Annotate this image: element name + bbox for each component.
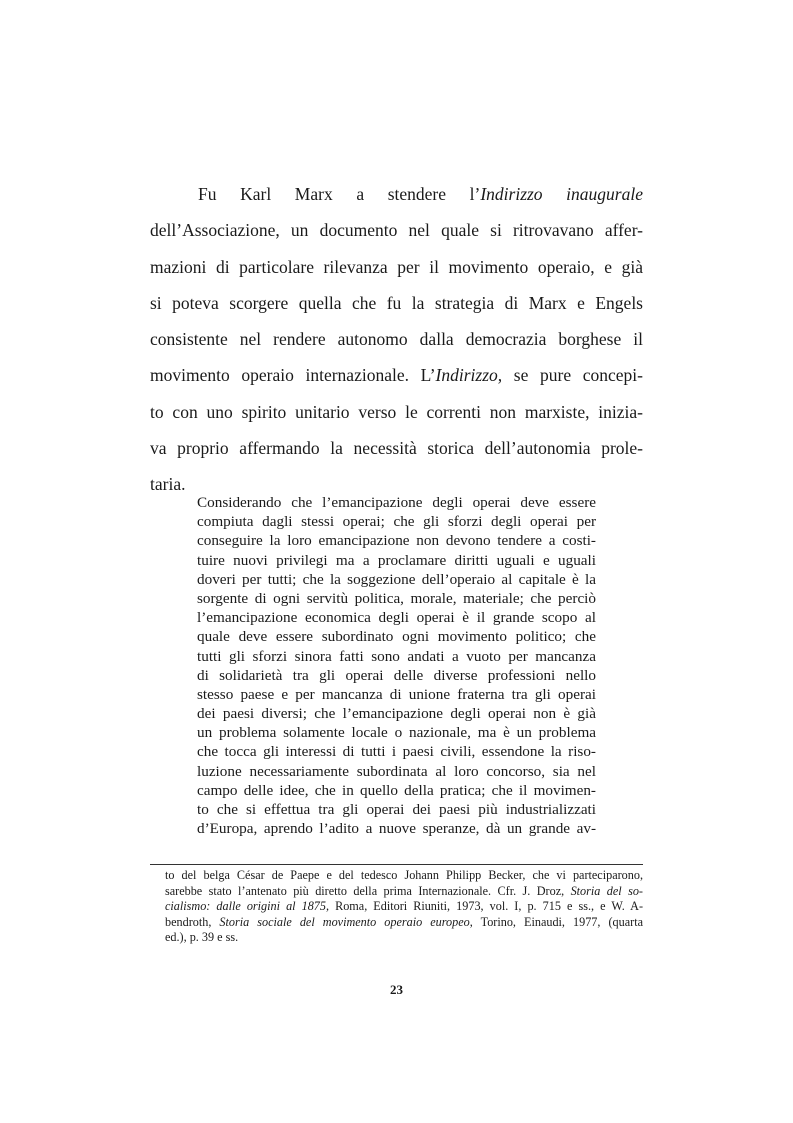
text-run: taria. (150, 474, 186, 495)
paragraph-line (150, 394, 643, 430)
text-run: se pure concepi- (502, 365, 643, 386)
footnote-line (165, 930, 643, 946)
text-run: , Torino, Einaudi, 1977, (quarta (469, 914, 643, 929)
paragraph-line (150, 176, 643, 212)
body-paragraph (150, 176, 643, 503)
italic-text: Storia del so- (570, 883, 643, 898)
paragraph-line (150, 430, 643, 466)
text-run: dell’Associazione, un documento nel quale si ritrovavano affer- (150, 220, 643, 241)
paragraph-line (150, 357, 643, 393)
quote-line: sorgente di ogni servitù politica, morale, materiale; che perciò (197, 589, 596, 607)
quote-line: to che si effettua tra gli operai dei paesi più industrializzati (197, 801, 596, 818)
italic-text: cialismo: dalle origini al 1875, (165, 899, 330, 914)
text-run: Fu Karl Marx a stendere l’ (198, 184, 481, 204)
quote-line: di solidarietà tra gli operai delle diverse professioni nello (197, 666, 596, 684)
italic-text: Storia sociale del movimento operaio europeo (219, 914, 470, 929)
quote-line: che tocca gli interessi di tutti i paesi civili, essendone la riso- (197, 743, 596, 761)
quote-line: quale deve essere subordinato ogni movimento politico; che (197, 628, 596, 646)
quote-line: Considerando che l’emancipazione degli operai deve essere (197, 494, 596, 511)
footnote-line (165, 884, 643, 900)
text-run: bendroth, (165, 914, 220, 929)
footnote-line (165, 868, 643, 884)
quote-line: compiuta dagli stessi operai; che gli sforzi degli operai per (197, 513, 596, 531)
text-run: si poteva scorgere quella che fu la strategia di Marx e Engels (150, 292, 643, 313)
quote-line: tutti gli sforzi sinora fatti sono andati a vuoto per mancanza (197, 647, 596, 665)
quote-line: tuire nuovi privilegi ma a proclamare diritti uguali e uguali (197, 551, 596, 569)
quote-line: dei paesi diversi; che l’emancipazione degli operai non è già (197, 705, 596, 723)
quote-line: l’emancipazione economica degli operai è il grande scopo al (197, 609, 596, 627)
text-run: movimento operaio internazionale. L’ (150, 365, 436, 386)
text-run: ed.), p. 39 e ss. (165, 930, 239, 945)
page-number: 23 (390, 982, 403, 997)
quote-line: conseguire la loro emancipazione non devono tendere a costi- (197, 532, 596, 550)
quote-line: un problema solamente locale o nazionale, ma è un problema (197, 724, 596, 742)
text-run: va proprio affermando la necessità storica dell’autonomia prole- (150, 438, 643, 459)
quote-line: stesso paese e per mancanza di unione fraterna tra gli operai (197, 685, 596, 703)
text-run: sarebbe stato l’antenato più diretto della prima Internazionale. Cfr. J. Droz, (165, 883, 571, 898)
italic-text: Indirizzo inaugurale (480, 184, 643, 204)
paragraph-line (150, 321, 643, 357)
footnote-line (165, 899, 643, 915)
footnote-line (165, 915, 643, 931)
quote-line: d’Europa, aprendo l’adito a nuove speranze, dà un grande av- (197, 820, 596, 838)
italic-text: Indirizzo, (435, 365, 503, 386)
text-run: to con uno spirito unitario verso le correnti non marxiste, inizia- (150, 401, 643, 422)
text-run: mazioni di particolare rilevanza per il movimento operaio, e già (150, 256, 643, 277)
text-run: Roma, Editori Riuniti, 1973, vol. I, p. 715 e ss., e W. A- (329, 899, 644, 914)
text-run: consistente nel rendere autonomo dalla democrazia borghese il (150, 329, 643, 350)
footnote-rule (150, 864, 643, 865)
quote-line: luzione necessariamente subordinata al loro concorso, sia nel (197, 762, 596, 780)
block-quote (197, 493, 596, 838)
paragraph-line (150, 249, 643, 285)
quote-line: campo delle idee, che in quello della pratica; che il movimen- (197, 781, 596, 799)
text-run: to del belga César de Paepe e del tedesco Johann Philipp Becker, che vi parteciparono, (165, 868, 643, 882)
quote-line: doveri per tutti; che la soggezione dell’operaio al capitale è la (197, 570, 596, 588)
paragraph-line (150, 285, 643, 321)
footnote (165, 868, 643, 946)
paragraph-line (150, 212, 643, 248)
